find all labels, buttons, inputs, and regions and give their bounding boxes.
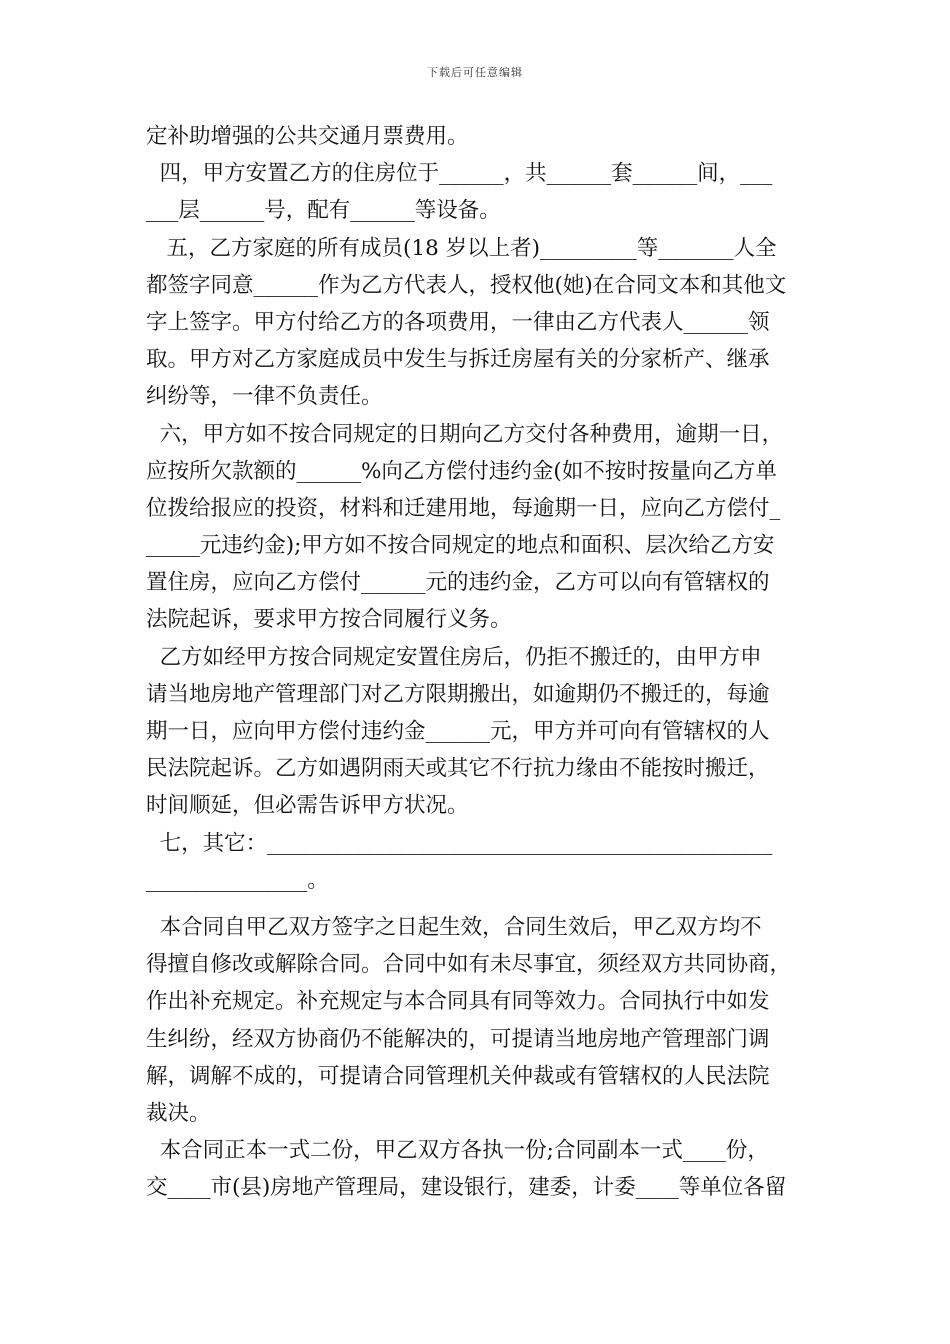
- party-b-para-line-4: 民法院起诉。乙方如遇阴雨天或其它不行抗力缘由不能按时搬迁，: [146, 756, 770, 782]
- copies-para-line-1: 本合同正本一式二份，甲乙双方各执一份;合同副本一式____份，: [146, 1138, 769, 1164]
- effect-para-line-6: 裁决。: [146, 1100, 211, 1126]
- clause-5-line-5: 纠纷等，一律不负责任。: [146, 384, 383, 410]
- party-b-para-line-5: 时间顺延，但必需告诉甲方状况。: [146, 793, 469, 819]
- effect-para-line-1: 本合同自甲乙双方签字之日起生效，合同生效后，甲乙双方均不: [146, 914, 762, 940]
- clause-6-line-4: _____元违约金);甲方如不按合同规定的地点和面积、层次给乙方安: [146, 533, 775, 559]
- clause-6-line-3: 位拨给报应的投资，材料和迁建用地，每逾期一日，应向乙方偿付_: [146, 495, 781, 521]
- party-b-para-line-1: 乙方如经甲方按合同规定安置住房后，仍拒不搬迁的，由甲方申: [146, 644, 762, 670]
- clause-7-line-2: _______________。: [146, 867, 329, 893]
- effect-para-line-4: 生纠纷，经双方协商仍不能解决的，可提请当地房地产管理部门调: [146, 1026, 770, 1052]
- clause-6-line-1: 六，甲方如不按合同规定的日期向乙方交付各种费用，逾期一日，: [146, 421, 784, 447]
- clause-6-line-6: 法院起诉，要求甲方按合同履行义务。: [146, 607, 512, 633]
- party-b-para-line-2: 请当地房地产管理部门对乙方限期搬出，如逾期仍不搬迁的，每逾: [146, 681, 770, 707]
- page-header-note: 下载后可任意编辑: [427, 66, 523, 79]
- clause-5-line-1: 五，乙方家庭的所有成员(18 岁以上者)_________等_______人全: [146, 235, 777, 261]
- clause-4-line-1: 四，甲方安置乙方的住房位于______，共______套______间，___: [146, 161, 773, 187]
- effect-para-line-5: 解，调解不成的，可提请合同管理机关仲裁或有管辖权的人民法院: [146, 1063, 770, 1089]
- clause-5-line-4: 取。甲方对乙方家庭成员中发生与拆迁房屋有关的分家析产、继承: [146, 347, 770, 373]
- blank-gap: [146, 899, 808, 909]
- clause-6-line-5: 置住房，应向乙方偿付______元的违约金，乙方可以向有管辖权的: [146, 570, 770, 596]
- copies-para-line-2: 交____市(县)房地产管理局，建设银行，建委，计委____等单位各留: [146, 1175, 787, 1201]
- clause-5-line-3: 字上签字。甲方付给乙方的各项费用，一律由乙方代表人______领: [146, 309, 770, 335]
- clause-7-line-1: 七，其它：_______________________________________________: [146, 830, 773, 856]
- effect-para-line-3: 作出补充规定。补充规定与本合同具有同等效力。合同执行中如发: [146, 989, 770, 1015]
- effect-para-line-2: 得擅自修改或解除合同。合同中如有未尽事宜，须经双方共同协商，: [146, 952, 792, 978]
- party-b-para-line-3: 期一日，应向甲方偿付违约金______元，甲方并可向有管辖权的人: [146, 719, 770, 744]
- clause-5-line-2: 都签字同意______作为乙方代表人，授权他(她)在合同文本和其他文: [146, 272, 787, 298]
- clause-6-line-2: 应按所欠款额的______%向乙方偿付违约金(如不按时按量向乙方单: [146, 458, 777, 484]
- clause-4-line-2: ___层______号，配有______等设备。: [146, 198, 501, 224]
- text-line: 定补助增强的公共交通月票费用。: [146, 124, 469, 149]
- document-body: [146, 118, 808, 1206]
